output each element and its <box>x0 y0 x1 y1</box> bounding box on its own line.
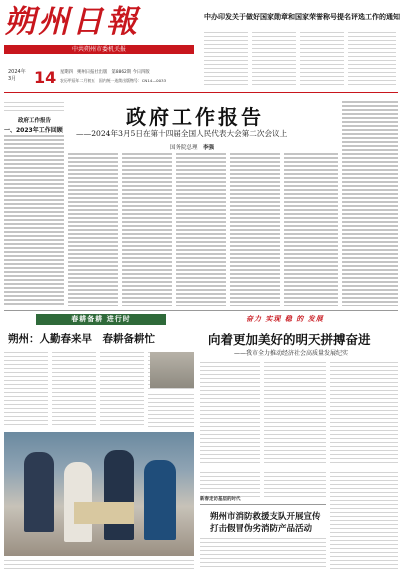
top-story-col-1 <box>204 30 248 88</box>
lower-right-col-1 <box>200 360 260 466</box>
lower-right-subheadline: ——我市全力推动经济社会高质量发展纪实 <box>234 350 349 357</box>
masthead-title: 朔州日報 <box>4 4 140 40</box>
date-meta: 星期四 朔州日报社出版 第8862期 今日四版 <box>60 70 150 75</box>
main-title: 政府工作报告 <box>126 105 264 129</box>
lower-right-col-2 <box>264 360 326 466</box>
main-col-4 <box>176 152 226 306</box>
section-divider <box>4 310 398 311</box>
main-col-3 <box>122 152 172 306</box>
main-subtitle: ——2024年3月5日在第十四届全国人民代表大会第二次会议上 <box>76 129 288 138</box>
party-band: 中共朔州市委机关报 <box>4 45 194 54</box>
farming-col-5 <box>148 392 194 428</box>
issue-day: 14 <box>34 68 57 87</box>
photo-figure-1 <box>24 452 54 532</box>
main-col-7 <box>342 100 398 306</box>
lower-right-col-3b <box>330 470 398 570</box>
farming-col-3 <box>100 350 144 428</box>
development-banner: 奋力 实现 稳 的 发展 <box>246 315 324 323</box>
lower-right-col-3 <box>330 360 398 466</box>
year-month: 2024年 3月 <box>8 69 26 82</box>
main-col-2 <box>68 152 118 306</box>
photo-figure-3 <box>104 450 134 540</box>
photo-table <box>74 502 134 524</box>
main-col-6 <box>284 152 338 306</box>
fire-headline-1: 朔州市消防救援支队开展宣传 <box>210 512 321 522</box>
sidebar-review-label: 一、2023年工作回顾 <box>4 127 63 134</box>
main-col-5 <box>230 152 280 306</box>
top-story-col-3 <box>300 30 344 88</box>
farming-photo-small <box>150 352 194 388</box>
main-col-1 <box>4 134 64 306</box>
fire-headline-2: 打击假冒伪劣消防产品活动 <box>210 524 313 534</box>
header-divider <box>4 92 398 93</box>
photo-caption <box>4 558 194 570</box>
farming-headline: 朔州：人勤春来早 春耕备耕忙 <box>8 333 155 345</box>
farming-main-photo <box>4 432 194 556</box>
lower-right-col-2b <box>264 470 326 498</box>
lower-right-col-1b <box>200 470 260 498</box>
top-story-col-4 <box>348 30 396 88</box>
lunar-meta: 农历甲辰年二月初五 国内统一连续出版物号：CN14—0033 <box>60 78 167 83</box>
farming-banner: 春耕备耕 进行时 <box>36 314 166 325</box>
top-story-col-2 <box>252 30 296 88</box>
farming-col-2 <box>52 350 96 428</box>
main-byline: 国务院总理 李强 <box>170 145 215 151</box>
fire-body <box>200 536 326 570</box>
photo-figure-4 <box>144 460 176 540</box>
note-label: 新春走访基层的时代 <box>200 497 241 502</box>
sidebar-text-top <box>4 100 64 114</box>
lower-right-headline: 向着更加美好的明天拼搏奋进 <box>208 332 371 347</box>
top-headline: 中办印发关于做好国家勋章和国家荣誉称号提名评选工作的通知 <box>204 13 400 21</box>
sidebar-intro: 政府工作报告 <box>18 118 52 124</box>
fire-divider <box>200 504 326 505</box>
farming-col-1 <box>4 350 48 428</box>
